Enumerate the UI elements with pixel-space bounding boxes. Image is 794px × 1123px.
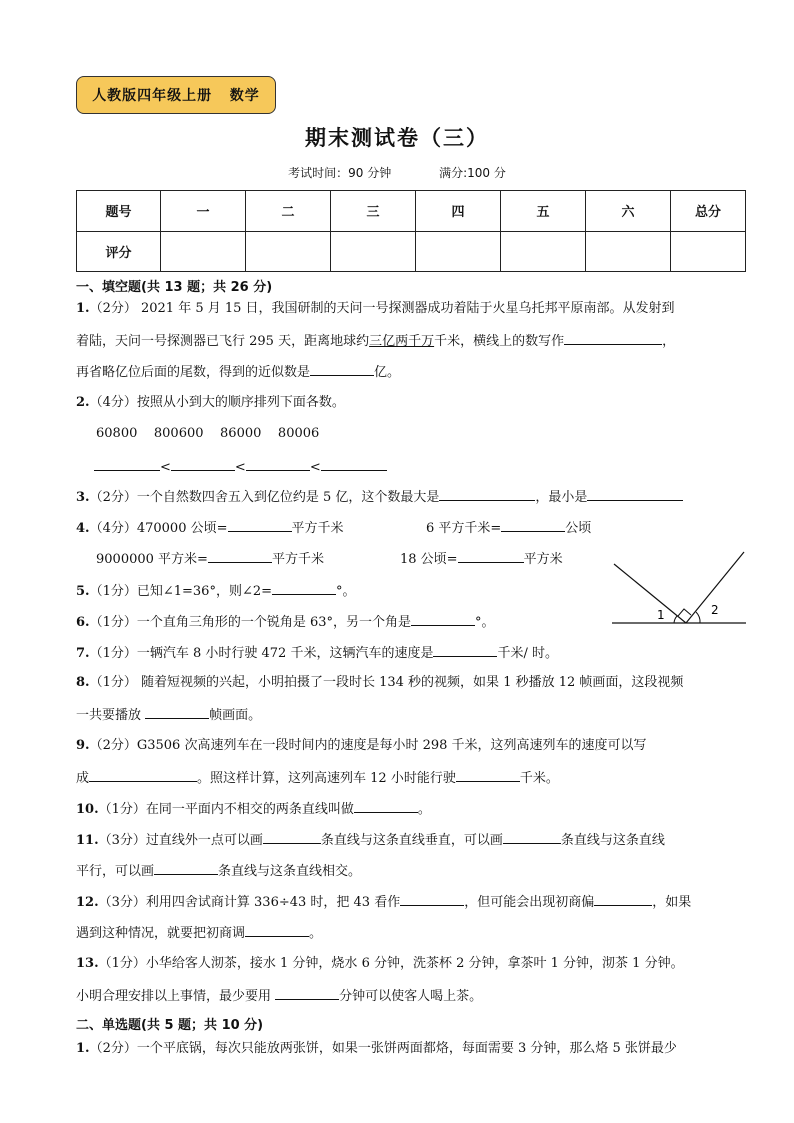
question-text: °。: [475, 615, 495, 630]
question-11-line-2: [76, 861, 361, 881]
question-text: 公顷: [565, 521, 592, 536]
question-5: [76, 581, 356, 601]
question-number: 10.: [76, 802, 99, 817]
question-text: （1分） 随着短视频的兴起，小明拍摄了一段时长 134 秒的视频，如果 1 秒播放 12 帧画面，这段视频: [89, 675, 684, 690]
question-text: 一共要播放: [76, 708, 146, 723]
answer-blank[interactable]: [228, 518, 292, 532]
answer-blank[interactable]: [411, 612, 475, 626]
score-cell[interactable]: [586, 231, 671, 272]
question-4-part-2: [426, 518, 591, 538]
answer-blank[interactable]: [564, 331, 662, 345]
question-1-line-3: [76, 362, 400, 382]
question-text: （2分）一个平底锅，每次只能放两张饼，如果一张饼两面都烙，每面需要 3 分钟，那么烙 5 张饼最少: [89, 1041, 677, 1056]
section-1-heading: 一、填空题(共 13 题；共 26 分): [76, 280, 273, 295]
exam-time: 考试时间：90 分钟: [288, 166, 392, 180]
question-2-numbers: 60800 800600 86000 80006: [96, 426, 320, 441]
score-cell[interactable]: [671, 231, 746, 272]
question-text: ，: [662, 334, 676, 349]
score-header-cell: 六: [586, 191, 671, 232]
answer-blank[interactable]: [154, 861, 218, 875]
answer-blank[interactable]: [171, 457, 235, 471]
answer-blank[interactable]: [458, 549, 524, 563]
score-header-cell: 五: [501, 191, 586, 232]
question-number: 1.: [76, 301, 90, 316]
question-text: 小明合理安排以上事情，最少要用: [76, 989, 276, 1004]
question-number: 3.: [76, 490, 90, 505]
answer-blank[interactable]: [503, 830, 561, 844]
score-cell[interactable]: [331, 231, 416, 272]
less-than-sign: <: [234, 460, 246, 475]
question-number: 8.: [76, 675, 90, 690]
question-text: （1分）在同一平面内不相交的两条直线叫做: [98, 802, 354, 817]
score-header-cell: 四: [416, 191, 501, 232]
section-2-heading: 二、单选题(共 5 题；共 10 分): [76, 1018, 264, 1033]
question-text: （1分）一辆汽车 8 小时行驶 472 千米，这辆汽车的速度是: [89, 646, 434, 661]
question-text: （4分）按照从小到大的顺序排列下面各数。: [89, 395, 345, 410]
answer-blank[interactable]: [94, 457, 160, 471]
question-13-line-2: [76, 986, 482, 1006]
answer-blank[interactable]: [272, 581, 336, 595]
question-text: 条直线与这条直线垂直，可以画: [320, 833, 503, 848]
question-text: （4分）470000 公顷=: [89, 521, 228, 536]
page-title: 期末测试卷（三）: [305, 126, 489, 150]
angle-2-label: 2: [711, 603, 719, 617]
question-text: 亿。: [374, 365, 401, 380]
question-text: 成: [76, 771, 90, 786]
score-cell[interactable]: [501, 231, 586, 272]
question-10: [76, 799, 431, 819]
question-number: 6.: [76, 615, 90, 630]
question-text: 千米。: [519, 771, 559, 786]
single-choice-question-1: [76, 1040, 677, 1058]
answer-blank[interactable]: [246, 457, 310, 471]
question-text: （2分）G3506 次高速列车在一段时间内的速度是每小时 298 千米，这列高速列车的速度可以写: [89, 738, 647, 753]
question-4-line-2: [96, 549, 324, 569]
question-text: °。: [336, 584, 356, 599]
question-text: 千米/ 时。: [497, 646, 558, 661]
question-text: （3分）利用四舍试商计算 336÷43 时，把 43 看作: [98, 895, 401, 910]
question-text: 。: [309, 926, 323, 941]
question-number: 9.: [76, 738, 90, 753]
question-text: 再省略亿位后面的尾数，得到的近似数是: [76, 365, 311, 380]
question-1-line-1: [76, 300, 675, 318]
score-header-cell: 总分: [671, 191, 746, 232]
score-header-cell: 一: [161, 191, 246, 232]
answer-blank[interactable]: [263, 830, 321, 844]
question-text: ，最小是: [535, 490, 588, 505]
question-12-line-2: [76, 923, 322, 943]
score-row-label: 评分: [77, 231, 161, 272]
question-number: 5.: [76, 584, 90, 599]
question-13-line-1: [76, 955, 684, 973]
full-marks: 满分:100 分: [439, 166, 506, 180]
question-text: （2分） 2021 年 5 月 15 日，我国研制的天问一号探测器成功着陆于火星乌托邦平原南部。从发射到: [89, 301, 675, 316]
question-9-line-1: [76, 737, 647, 755]
score-table-score-row: [77, 231, 746, 272]
answer-blank[interactable]: [400, 892, 464, 906]
question-number: 12.: [76, 895, 99, 910]
answer-blank[interactable]: [145, 705, 209, 719]
question-text: 平行，可以画: [76, 864, 155, 879]
answer-blank[interactable]: [439, 487, 535, 501]
question-text: 着陆，天问一号探测器已飞行 295 天，距离地球约: [76, 334, 370, 349]
question-2-line-1: [76, 394, 345, 412]
question-text: ，如果: [652, 895, 692, 910]
answer-blank[interactable]: [245, 923, 309, 937]
less-than-sign: <: [309, 460, 321, 475]
question-number: 11.: [76, 833, 99, 848]
question-text: 条直线与这条直线: [560, 833, 665, 848]
question-2-blanks: [94, 457, 387, 477]
question-number: 2.: [76, 395, 90, 410]
question-text: （1分）已知∠1=36°，则∠2=: [89, 584, 273, 599]
question-11-line-1: [76, 830, 665, 850]
answer-blank[interactable]: [321, 457, 387, 471]
question-text: 千米，横线上的数写作: [434, 334, 565, 349]
question-8-line-2: [76, 705, 261, 725]
underlined-text: 三亿两千万: [369, 334, 435, 349]
question-text: （1分）小华给客人沏茶，接水 1 分钟，烧水 6 分钟，洗茶杯 2 分钟，拿茶叶 1 分钟，沏茶 1 分钟。: [98, 956, 684, 971]
less-than-sign: <: [160, 460, 171, 475]
score-cell[interactable]: [246, 231, 331, 272]
question-4-part-4: [400, 549, 563, 569]
answer-blank[interactable]: [310, 362, 374, 376]
question-text: 6 平方千米=: [426, 521, 502, 536]
question-text: （2分）一个自然数四舍五入到亿位约是 5 亿，这个数最大是: [89, 490, 440, 505]
angle-1-label: 1: [657, 608, 665, 622]
question-text: 分钟可以使客人喝上茶。: [339, 989, 483, 1004]
answer-blank[interactable]: [587, 487, 683, 501]
question-text: 平方千米: [291, 521, 344, 536]
question-text: 9000000 平方米=: [96, 552, 208, 567]
question-text: ，但可能会出现初商偏: [464, 895, 595, 910]
answer-blank[interactable]: [89, 768, 197, 782]
question-number: 1.: [76, 1041, 90, 1056]
question-text: 。: [417, 802, 431, 817]
question-7: [76, 643, 558, 663]
grade-subject-badge: 人教版四年级上册 数学: [76, 76, 276, 114]
question-text: 18 公顷=: [400, 552, 458, 567]
question-text: 。照这样计算，这列高速列车 12 小时能行驶: [197, 771, 456, 786]
question-number: 7.: [76, 646, 90, 661]
question-12-line-1: [76, 892, 691, 912]
question-number: 13.: [76, 956, 99, 971]
score-header-cell: 二: [246, 191, 331, 232]
score-table-header-row: [77, 191, 746, 232]
question-text: 帧画面。: [209, 708, 262, 723]
answer-blank[interactable]: [275, 986, 339, 1000]
question-text: 平方千米: [271, 552, 324, 567]
question-9-line-2: [76, 768, 559, 788]
answer-blank[interactable]: [594, 892, 652, 906]
question-1-line-2: [76, 331, 675, 351]
question-8-line-1: [76, 674, 683, 692]
score-cell[interactable]: [161, 231, 246, 272]
question-text: （1分）一个直角三角形的一个锐角是 63°，另一个角是: [89, 615, 412, 630]
score-table: [76, 190, 746, 272]
question-3: [76, 487, 683, 507]
question-text: 条直线与这条直线相交。: [218, 864, 362, 879]
question-text: 遇到这种情况，就要把初商调: [76, 926, 246, 941]
score-header-cell: 题号: [77, 191, 161, 232]
answer-blank[interactable]: [208, 549, 272, 563]
exam-info: [0, 164, 794, 181]
answer-blank[interactable]: [354, 799, 418, 813]
answer-blank[interactable]: [456, 768, 520, 782]
question-text: 平方米: [523, 552, 563, 567]
question-number: 4.: [76, 521, 90, 536]
answer-blank[interactable]: [433, 643, 497, 657]
question-4-line-1: [76, 518, 344, 538]
angle-figure: [608, 548, 748, 628]
score-cell[interactable]: [416, 231, 501, 272]
question-text: （3分）过直线外一点可以画: [98, 833, 263, 848]
answer-blank[interactable]: [501, 518, 565, 532]
question-6: [76, 612, 495, 632]
score-header-cell: 三: [331, 191, 416, 232]
